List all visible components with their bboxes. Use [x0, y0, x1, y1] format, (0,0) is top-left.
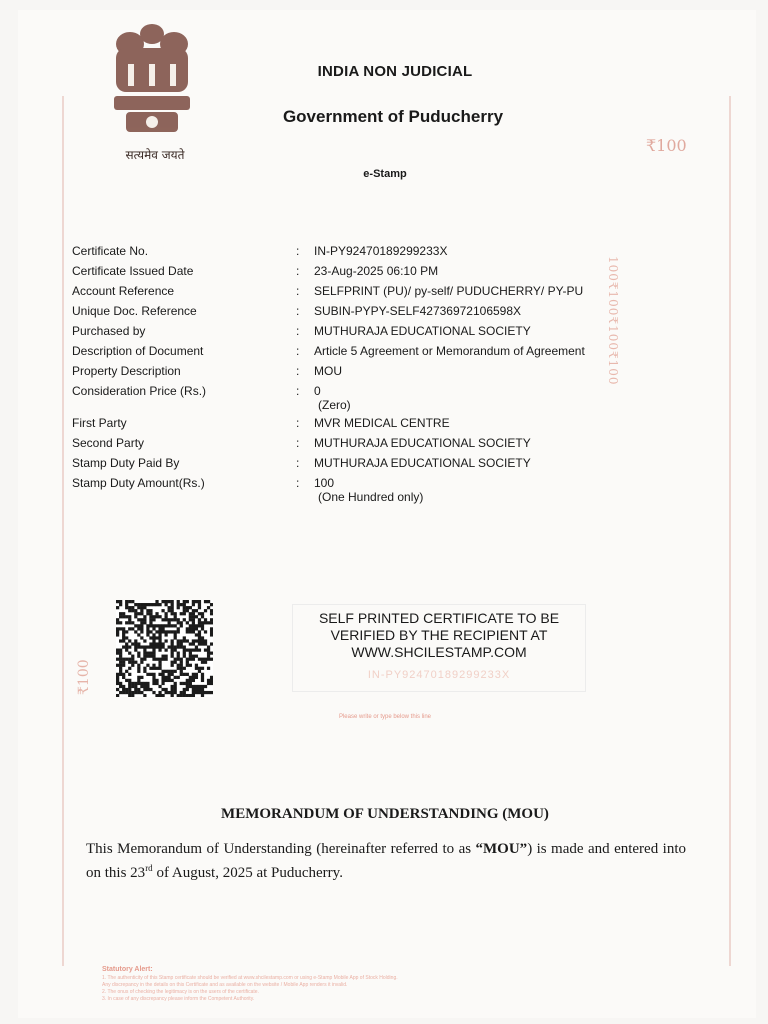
- detail-label: Purchased by: [72, 324, 146, 338]
- detail-label: Property Description: [72, 364, 181, 378]
- detail-value: MUTHURAJA EDUCATIONAL SOCIETY: [314, 436, 531, 450]
- verification-line-2: VERIFIED BY THE RECIPIENT AT: [330, 627, 548, 643]
- detail-label: Description of Document: [72, 344, 204, 358]
- mou-heading: MEMORANDUM OF UNDERSTANDING (MOU): [221, 806, 549, 822]
- detail-value: SELFPRINT (PU)/ py-self/ PUDUCHERRY/ PY-PU: [314, 284, 584, 298]
- statutory-alert-title: Statutory Alert:: [102, 966, 153, 973]
- detail-value: SUBIN-PYPY-SELF42736972106598X: [314, 304, 522, 318]
- statutory-alert-lines: 1. The authenticity of this Stamp certificate should be verified at www.shcilestamp.com or using e-Stamp Mobile App of Stock Holding. Any discrepancy in the details on this Certificate and as available on the website / Mobile App renders it invalid. 2. The onus of checking the legitimacy is on the users of the certificate. 3. In case of any discrepancy please inform the Competent Authority.: [102, 975, 398, 1002]
- detail-colon: :: [296, 476, 300, 490]
- detail-colon: :: [296, 384, 300, 398]
- qr-code-icon: [116, 600, 213, 697]
- detail-value-words: (Zero): [318, 398, 351, 412]
- government-name: Government of Puducherry: [282, 107, 504, 126]
- detail-colon: :: [296, 244, 300, 258]
- mou-opening-paragraph: This Memorandum of Understanding (hereinafter referred to as “MOU”) is made and entered into on this 23rd of August, 2025 at Puducherry.: [86, 841, 686, 881]
- detail-value: MUTHURAJA EDUCATIONAL SOCIETY: [314, 456, 531, 470]
- detail-value: IN-PY92470189299233X: [314, 244, 448, 258]
- verification-message: [293, 610, 585, 661]
- left-denomination-watermark: ₹100: [76, 659, 92, 695]
- detail-value: Article 5 Agreement or Memorandum of Agreement: [314, 344, 585, 358]
- detail-label: Unique Doc. Reference: [72, 304, 197, 318]
- detail-colon: :: [296, 364, 300, 378]
- detail-value: MVR MEDICAL CENTRE: [314, 416, 450, 430]
- statutory-alert: [102, 966, 622, 1003]
- detail-value: 100: [314, 476, 335, 490]
- detail-colon: :: [296, 436, 300, 450]
- detail-value: 0: [314, 384, 321, 398]
- verification-box: [292, 604, 586, 692]
- detail-value: MUTHURAJA EDUCATIONAL SOCIETY: [314, 324, 531, 338]
- detail-label: Stamp Duty Amount(Rs.): [72, 476, 205, 490]
- detail-value-words: (One Hundred only): [318, 490, 424, 504]
- ashoka-emblem-icon: [104, 14, 200, 154]
- detail-colon: :: [296, 416, 300, 430]
- detail-label: First Party: [72, 416, 127, 430]
- emblem-motto: सत्यमेव जयते: [125, 148, 185, 162]
- denomination-watermark: ₹100: [646, 136, 687, 155]
- detail-colon: :: [296, 324, 300, 338]
- side-denomination-watermark: 100₹100₹100₹100: [606, 256, 620, 386]
- detail-value: 23-Aug-2025 06:10 PM: [314, 264, 439, 278]
- detail-label: Account Reference: [72, 284, 175, 298]
- detail-label: Consideration Price (Rs.): [72, 384, 207, 398]
- verification-url: WWW.SHCILESTAMP.COM: [351, 644, 527, 660]
- detail-colon: :: [296, 456, 300, 470]
- detail-colon: :: [296, 304, 300, 318]
- estamp-label: e-Stamp: [363, 168, 407, 180]
- detail-value: MOU: [314, 364, 342, 378]
- detail-label: Second Party: [72, 436, 145, 450]
- detail-colon: :: [296, 284, 300, 298]
- microprint-certificate-number: IN-PY92470189299233X: [367, 669, 511, 681]
- write-below-line-notice: Please write or type below this line: [338, 714, 432, 720]
- detail-colon: :: [296, 344, 300, 358]
- detail-label: Certificate Issued Date: [72, 264, 194, 278]
- document-title: INDIA NON JUDICIAL: [317, 63, 473, 80]
- detail-label: Stamp Duty Paid By: [72, 456, 180, 470]
- verification-line-1: SELF PRINTED CERTIFICATE TO BE: [318, 610, 560, 626]
- detail-colon: :: [296, 264, 300, 278]
- detail-label: Certificate No.: [72, 244, 149, 258]
